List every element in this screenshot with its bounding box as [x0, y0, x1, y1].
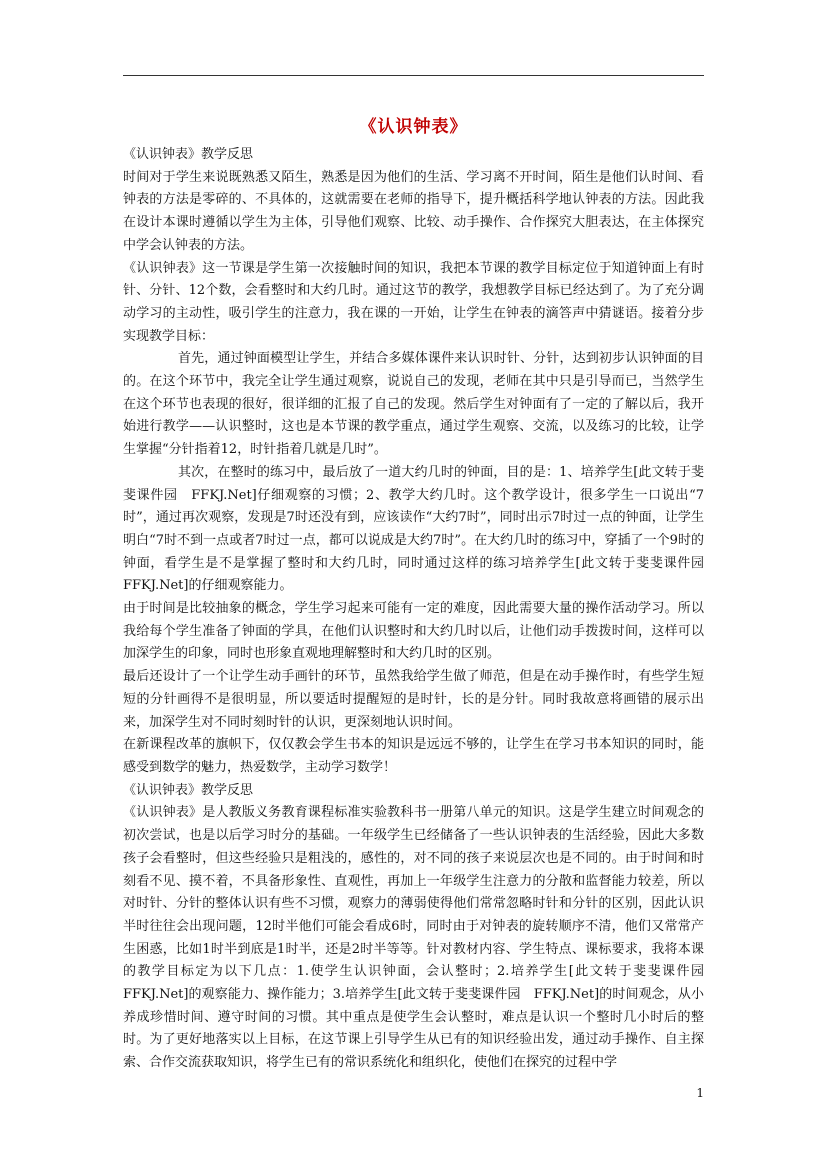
paragraph: 由于时间是比较抽象的概念，学生学习起来可能有一定的难度，因此需要大量的操作活动学习。所以我给每个学生准备了钟面的学具，在他们认识整时和大约几时以后，让他们动手拨拨时间，这样可以加深学生的印象，同时也形象直观地理解整时和大约几时的区别。	[123, 601, 704, 662]
paragraph: 其次，在整时的练习中，最后放了一道大约几时的钟面，目的是：1、培养学生[此文转于斐斐课件园 FFKJ.Net]仔细观察的习惯；2、教学大约几时。这个教学设计，很多学生一口说出“7时”，通过再次观察，发现是7时还没有到，应该读作“大约7时”，同时出示7时过一点的钟面，让学生明白“7时不到一点或者7时过一点，都可以说成是大约7时”。在大约几时的练习中，穿插了一个9时的钟面，看学生是不是掌握了整时和大约几时，同时通过这样的练习培养学生[此文转于斐斐课件园 FFKJ.Net]的仔细观察能力。	[123, 464, 718, 594]
paragraph: 最后还设计了一个让学生动手画针的环节，虽然我给学生做了师范，但是在动手操作时，有些学生短短的分针画得不是很明显，所以要适时提醒短的是时针，长的是分针。同时我故意将画错的展示出来，加深学生对不同时刻时针的认识，更深刻地认识时间。	[123, 669, 704, 730]
page-number: 1	[696, 1086, 704, 1100]
paragraph: 《认识钟表》教学反思	[123, 147, 254, 162]
paragraph: 《认识钟表》教学反思	[123, 782, 254, 798]
paragraph: 首先，通过钟面模型让学生，并结合多媒体课件来认识时针、分针，达到初步认识钟面的目的。在这个环节中，我完全让学生通过观察，说说自己的发现，老师在其中只是引导而已，当然学生在这个环节也表现的很好，很详细的汇报了自己的发现。然后学生对钟面有了一定的了解以后，我开始进行教学——认识整时，这也是本节课的教学重点，通过学生观察、交流，以及练习的比较，让学生掌握“分针指着12，时针指着几就是几时”。	[123, 351, 704, 458]
paragraph: 在新课程改革的旗帜下，仅仅教会学生书本的知识是远远不够的，让学生在学习书本知识的同时，能感受到数学的魅力，热爱数学，主动学习数学！	[123, 737, 704, 775]
paragraph: 《认识钟表》是人教版义务教育课程标准实验教科书一册第八单元的知识。这是学生建立时间观念的初次尝试，也是以后学习时分的基础。一年级学生已经储备了一些认识钟表的生活经验，因此大多数孩子会看整时，但这些经验只是粗浅的，感性的，对不同的孩子来说层次也是不同的。由于时间和时刻看不见、摸不着，不具备形象性、直观性，再加上一年级学生注意力的分散和监督能力较差，所以对时针、分针的整体认识有些不习惯，观察力的薄弱使得他们常常忽略时针和分针的区别，因此认识半时往往会出现问题，12时半他们可能会看成6时，同时由于对钟表的旋转顺序不清，他们又常常产生困惑，比如1时半到底是1时半，还是2时半等等。针对教材内容、学生特点、课标要求，我将本课的教学目标定为以下几点：1.使学生认识钟面，会认整时；2.培养学生[此文转于斐斐课件园 FFKJ.Net]的观察能力、操作能力；3.培养学生[此文转于斐斐课件园 FFKJ.Net]的时间观念，从小养成珍惜时间、遵守时间的习惯。其中重点是使学生会认整时，难点是认识一个整时几小时后的整时。为了更好地落实以上目标，在这节课上引导学生从已有的知识经验出发，通过动手操作、自主探索、合作交流获取知识，将学生已有的常识系统化和组织化，使他们在探究的过程中学	[123, 805, 718, 1071]
document-body	[123, 144, 718, 1075]
document-title: 《认识钟表》	[359, 117, 468, 137]
header-rule	[123, 75, 704, 76]
paragraph: 时间对于学生来说既熟悉又陌生，熟悉是因为他们的生活、学习离不开时间，陌生是他们认时间、看钟表的方法是零碎的、不具体的，这就需要在老师的指导下，提升概括科学地认钟表的方法。因此我在设计本课时遵循以学生为主体，引导他们观察、比较、动手操作、合作探究大胆表达，在主体探究中学会认钟表的方法。	[123, 169, 704, 253]
paragraph: 《认识钟表》这一节课是学生第一次接触时间的知识，我把本节课的教学目标定位于知道钟面上有时针、分针、12个数，会看整时和大约几时。通过这节的教学，我想教学目标已经达到了。为了充分调动学习的主动性，吸引学生的注意力，我在课的一开始，让学生在钟表的滴答声中猜谜语。接着分步实现教学目标：	[123, 260, 704, 344]
